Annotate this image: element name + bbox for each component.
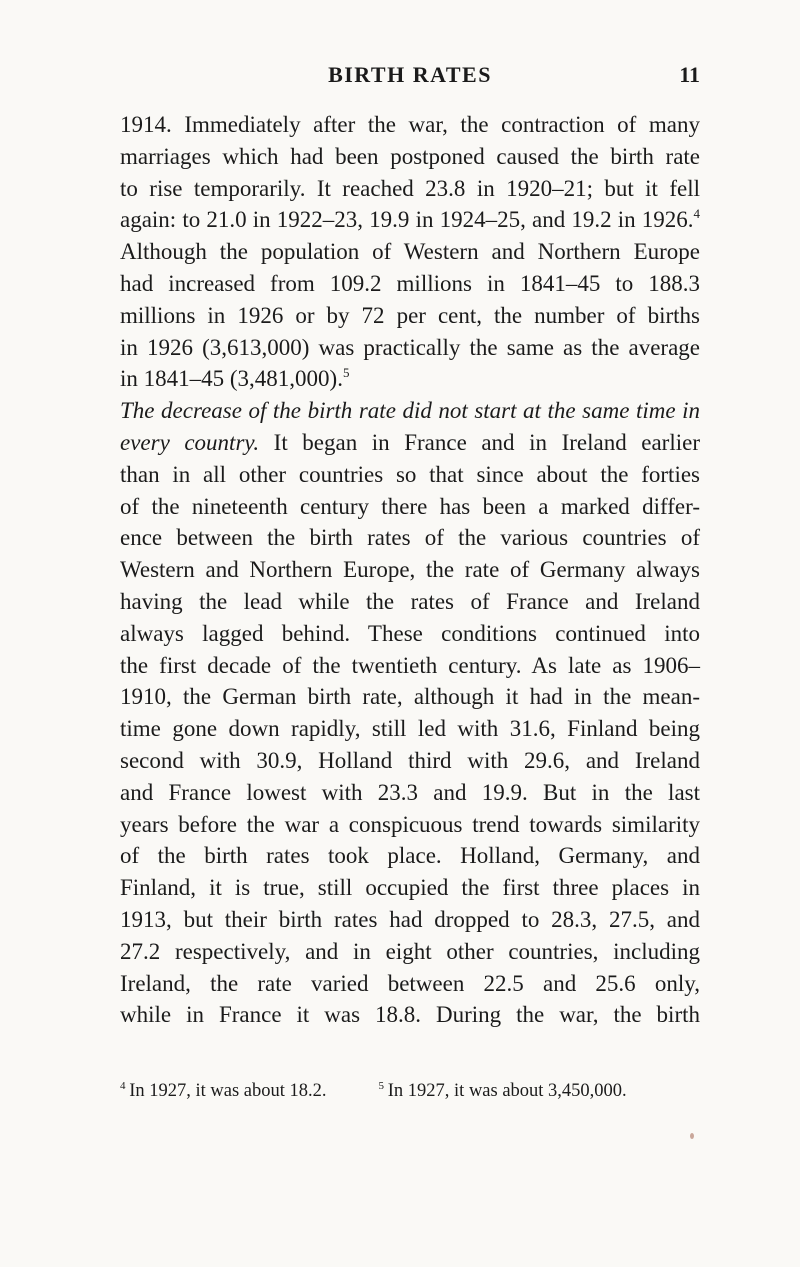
line-text: always lagged behind. These conditions continued into xyxy=(120,620,700,646)
line-text: while in France it was 18.8. During the war, the birth xyxy=(120,1002,700,1028)
line-text: years before the war a conspicuous trend towards similarity xyxy=(120,811,700,837)
paper-speck xyxy=(690,1133,694,1139)
footnote-reference[interactable]: 4 xyxy=(693,206,700,222)
text-line xyxy=(120,681,700,713)
line-text: ence between the birth rates of the various countries of xyxy=(120,525,700,551)
text-line xyxy=(120,840,700,872)
text-line xyxy=(120,904,700,936)
line-text: the first decade of the twentieth century. As late as 1906– xyxy=(120,652,700,678)
footnote-mark: 4 xyxy=(120,1080,126,1092)
line-text: and France lowest with 23.3 and 19.9. But in the last xyxy=(120,779,700,805)
text-line xyxy=(120,936,700,968)
line-text: Finland, it is true, still occupied the first three places in xyxy=(120,875,700,901)
text-line xyxy=(120,300,700,332)
text-line xyxy=(120,363,700,395)
text-line xyxy=(120,268,700,300)
text-line xyxy=(120,491,700,523)
emphasis-text: The decrease of the birth rate did not start at the same time in xyxy=(120,398,700,424)
running-head xyxy=(120,62,700,92)
line-text: 1914. Immediately after the war, the contraction of many xyxy=(120,112,700,137)
running-title: BIRTH RATES xyxy=(328,62,492,87)
footnotes xyxy=(120,1078,700,1104)
body-text xyxy=(120,109,700,1031)
text-line xyxy=(120,427,700,459)
line-text: having the lead while the rates of France and Ireland xyxy=(120,588,700,614)
footnote-4 xyxy=(120,1081,327,1101)
line-text: second with 30.9, Holland third with 29.6, and Ireland xyxy=(120,747,700,773)
text-line xyxy=(120,777,700,809)
text-line xyxy=(120,173,700,205)
page-number: 11 xyxy=(679,62,700,87)
line-text: 27.2 respectively, and in eight other countries, including xyxy=(120,938,700,964)
text-line xyxy=(120,522,700,554)
text-line xyxy=(120,109,700,141)
line-text: time gone down rapidly, still led with 31.6, Finland being xyxy=(120,716,700,742)
line-text: Although the population of Western and Northern Europe xyxy=(120,239,700,265)
text-line xyxy=(120,141,700,173)
text-line xyxy=(120,236,700,268)
text-line xyxy=(120,872,700,904)
line-text: had increased from 109.2 millions in 1841–45 to 188.3 xyxy=(120,270,700,296)
text-line xyxy=(120,586,700,618)
emphasis-text: every country. xyxy=(120,429,260,455)
line-text: 1913, but their birth rates had dropped to 28.3, 27.5, and xyxy=(120,906,700,932)
text-line xyxy=(120,395,700,427)
text-line xyxy=(120,999,700,1031)
text-line xyxy=(120,204,700,236)
line-text: in 1926 (3,613,000) was practically the same as the average xyxy=(120,334,700,360)
footnote-5 xyxy=(379,1081,627,1101)
text-line xyxy=(120,618,700,650)
line-text: of the birth rates took place. Holland, Germany, and xyxy=(120,843,700,869)
line-text: marriages which had been postponed caused the birth rate xyxy=(120,143,700,169)
text-line xyxy=(120,745,700,777)
footnote-text: In 1927, it was about 18.2. xyxy=(129,1081,327,1101)
line-text: again: to 21.0 in 1922–23, 19.9 in 1924–25, and 19.2 in 1926. xyxy=(120,207,694,233)
text-line xyxy=(120,459,700,491)
line-text: in 1841–45 (3,481,000). xyxy=(120,366,343,392)
text-line xyxy=(120,968,700,1000)
text-line xyxy=(120,650,700,682)
line-text: Western and Northern Europe, the rate of Germany always xyxy=(120,557,700,583)
line-text: to rise temporarily. It reached 23.8 in 1920–21; but it fell xyxy=(120,175,700,201)
line-text: Ireland, the rate varied between 22.5 and 25.6 only, xyxy=(120,970,700,996)
text-line xyxy=(120,332,700,364)
line-text: millions in 1926 or by 72 per cent, the number of births xyxy=(120,302,700,328)
text-line xyxy=(120,809,700,841)
line-text: than in all other countries so that since about the forties xyxy=(120,461,700,487)
text-line xyxy=(120,713,700,745)
footnote-mark: 5 xyxy=(378,1080,385,1092)
text-line xyxy=(120,554,700,586)
footnote-reference[interactable]: 5 xyxy=(342,365,350,381)
line-text: 1910, the German birth rate, although it had in the mean- xyxy=(120,684,700,710)
footnote-text: In 1927, it was about 3,450,000. xyxy=(387,1081,627,1101)
line-text: of the nineteenth century there has been a marked differ- xyxy=(120,493,700,519)
line-text: It began in France and in Ireland earlier xyxy=(259,429,700,455)
